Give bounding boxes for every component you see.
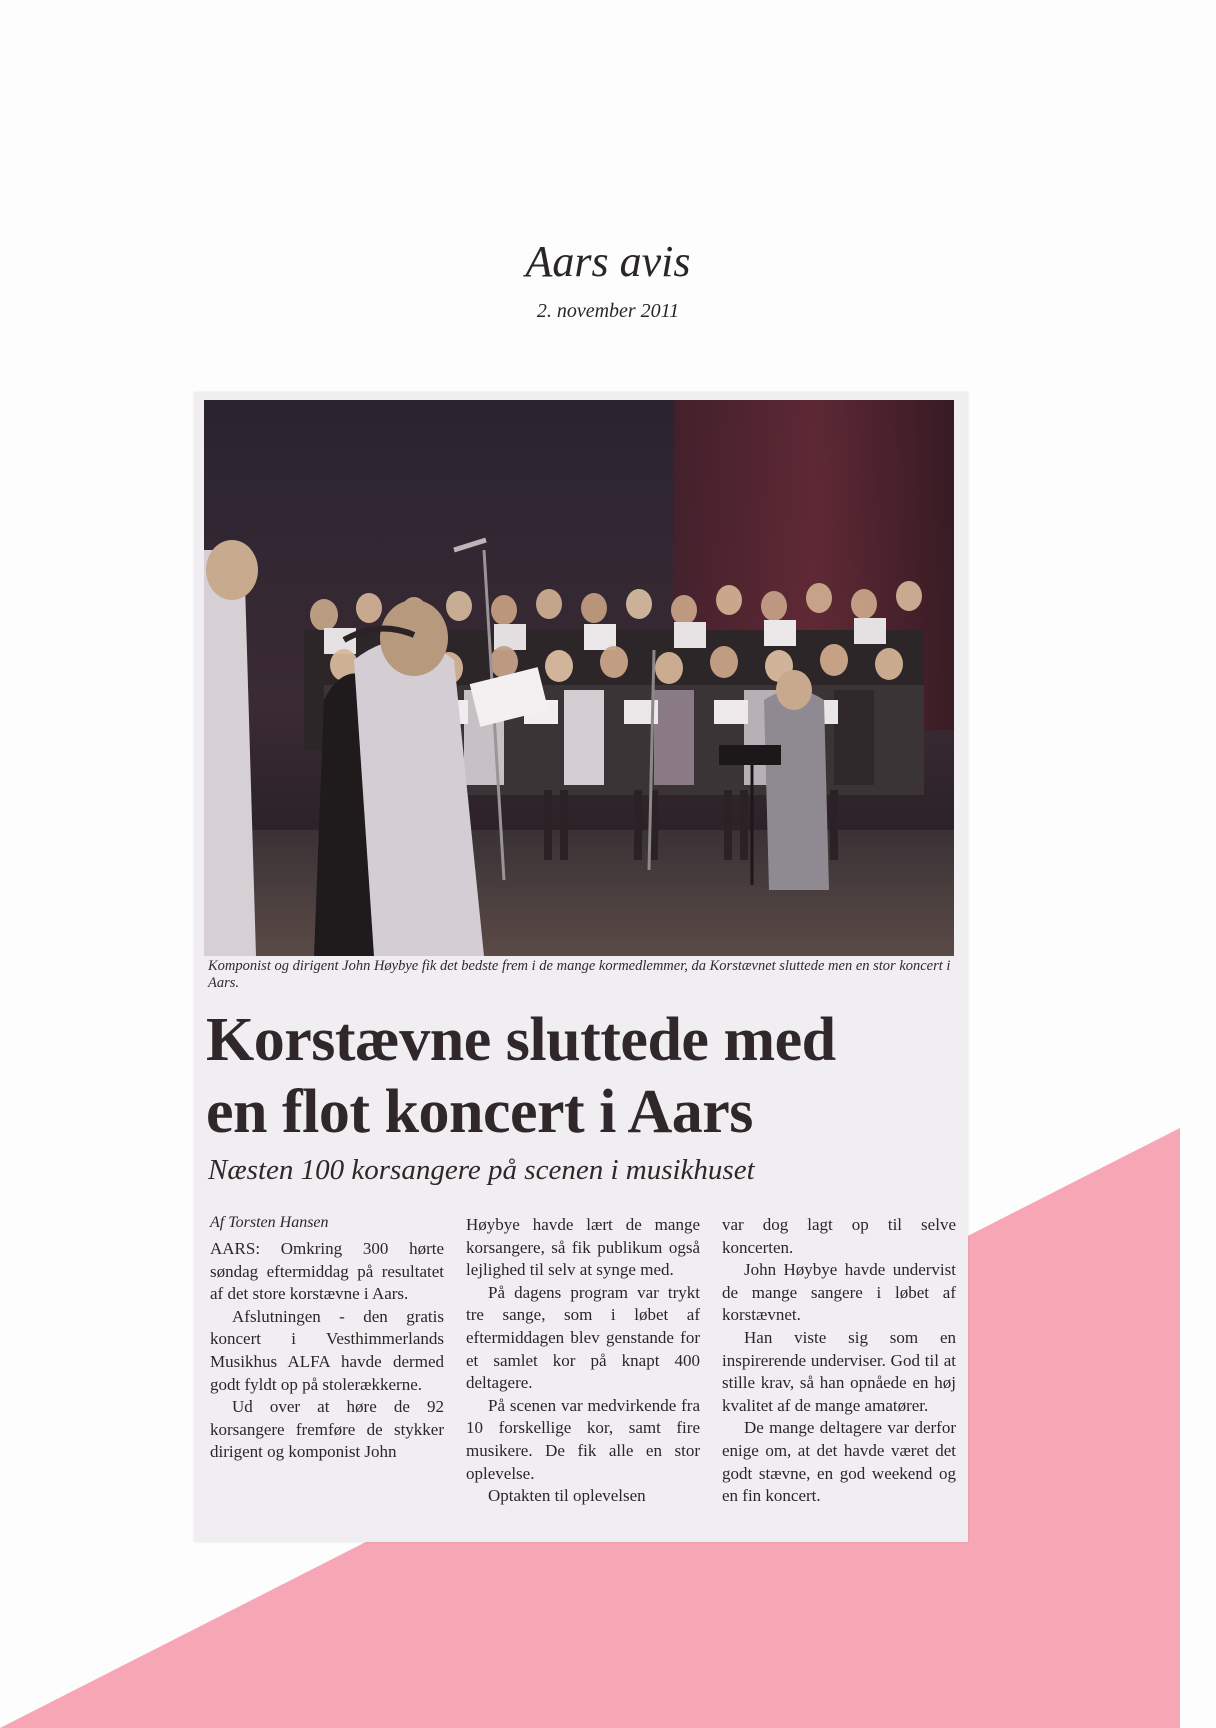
paragraph: På dagens program var trykt tre sange, som i løbet af eftermiddagen blev genstande for et samlet kor på knapt 400 deltagere. — [466, 1282, 700, 1393]
headline-line-2: en flot koncert i Aars — [206, 1078, 753, 1146]
paragraph: På scenen var medvirkende fra 10 forskellige kor, samt fire musikere. De fik alle en stor oplevelse. — [466, 1395, 700, 1483]
headline-line-1: Korstævne sluttede med — [206, 1006, 836, 1074]
article-column-1 — [210, 1238, 444, 1464]
article-subheadline: Næsten 100 korsangere på scenen i musikhuset — [208, 1154, 755, 1186]
article-headline — [206, 1004, 966, 1148]
paragraph: De mange deltagere var derfor enige om, at det havde været det godt stævne, en god weekend og en fin koncert. — [722, 1418, 956, 1506]
paragraph: AARS: Omkring 300 hørte søndag eftermiddag på resultatet af det store korstævne i Aars. — [210, 1239, 444, 1304]
choir-concert-photo — [204, 400, 954, 956]
paragraph: Høybye havde lært de mange korsangere, så fik publikum også lejlighed til selv at synge med. — [466, 1215, 700, 1280]
article-column-3 — [722, 1214, 956, 1508]
paragraph: Han viste sig som en inspirerende underviser. God til at stille krav, så han opnåede en høj kvalitet af de mange amatører. — [722, 1327, 956, 1415]
paragraph: Ud over at høre de 92 korsangere fremføre de stykker dirigent og komponist John — [210, 1397, 444, 1462]
newspaper-clipping — [194, 392, 968, 1542]
article-column-2 — [466, 1214, 700, 1508]
publication-name: Aars avis — [525, 237, 691, 286]
photo-caption: Komponist og dirigent John Høybye fik det bedste frem i de mange kormedlemmer, da Korstævnet sluttede men en stor koncert i Aars. — [208, 958, 951, 991]
paragraph: John Høybye havde undervist de mange sangere i løbet af korstævnet. — [722, 1260, 956, 1325]
paragraph: var dog lagt op til selve koncerten. — [722, 1215, 956, 1257]
publication-date: 2. november 2011 — [536, 300, 680, 322]
paragraph: Afslutningen - den gratis koncert i Vesthimmerlands Musikhus ALFA havde dermed godt fyldt op på stolerækkerne. — [210, 1306, 444, 1394]
article-byline: Af Torsten Hansen — [210, 1214, 329, 1231]
paragraph: Optakten til oplevelsen — [488, 1486, 646, 1506]
